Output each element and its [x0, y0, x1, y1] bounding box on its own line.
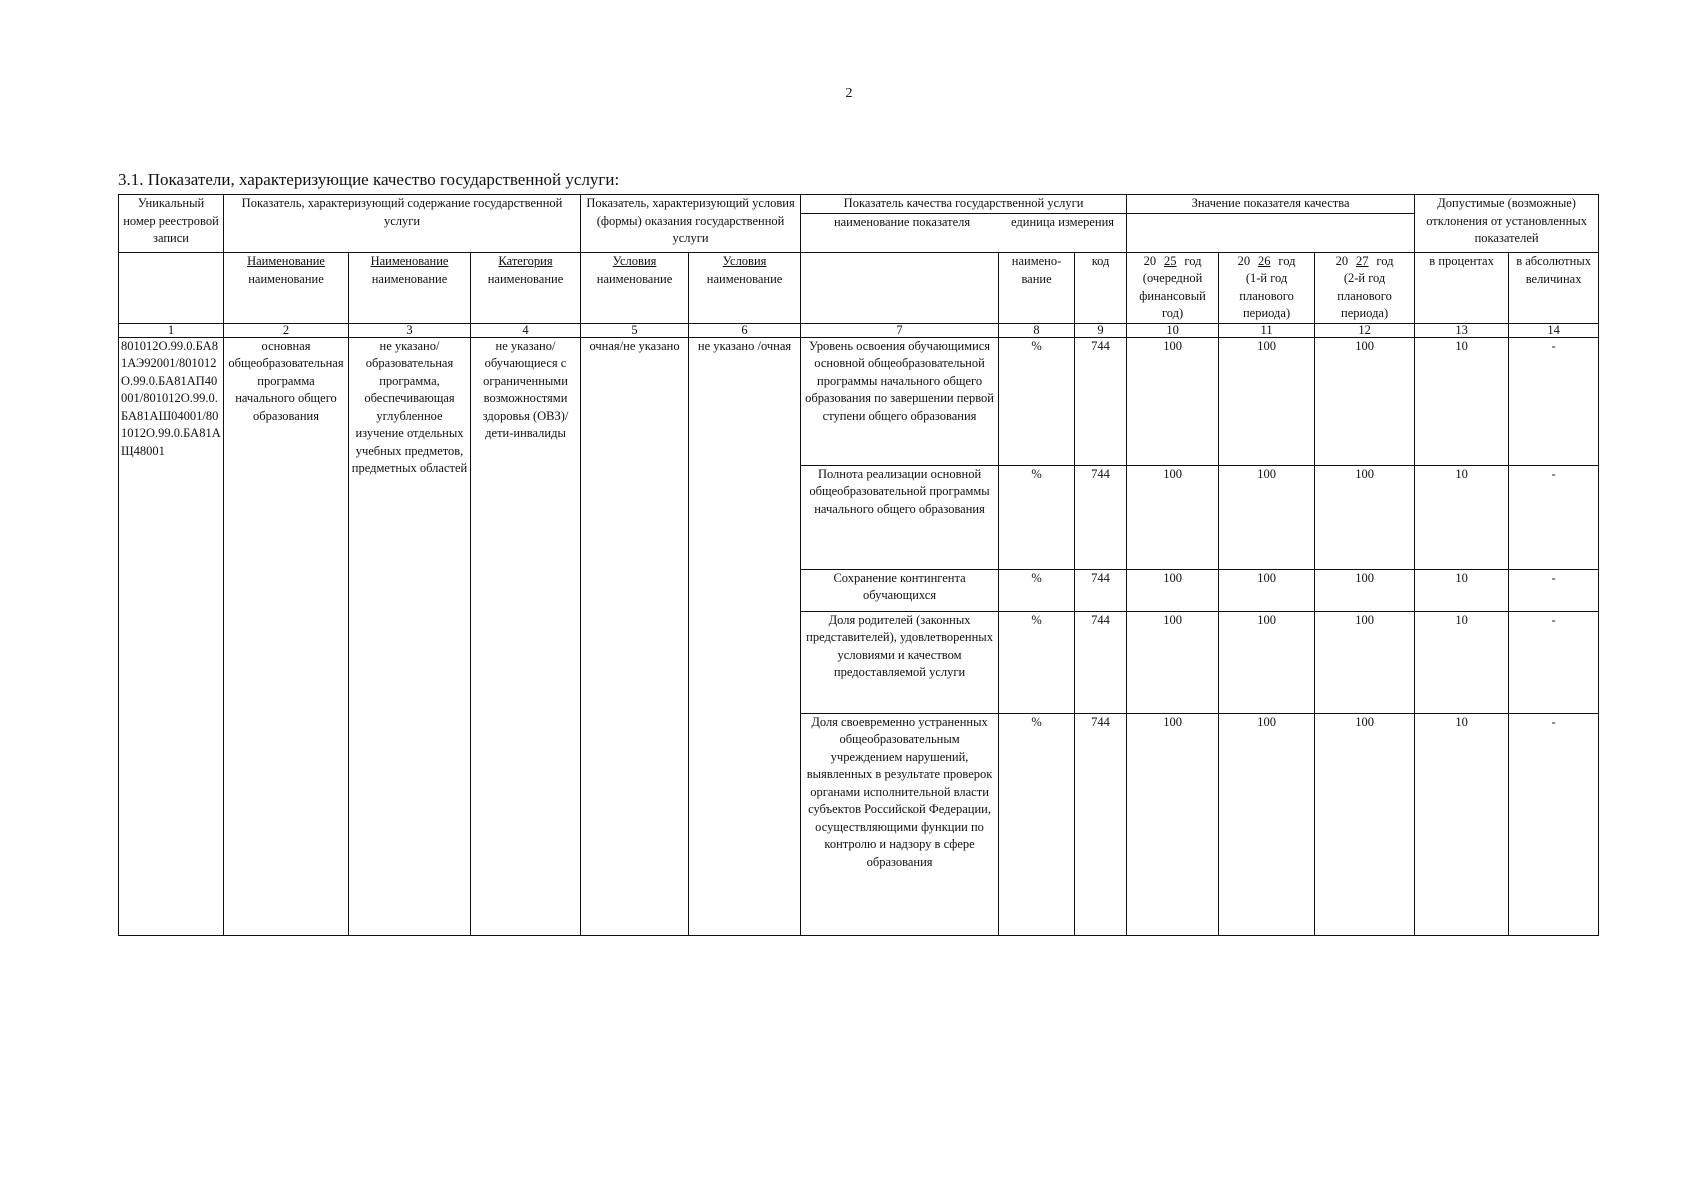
indicator-dev-absolute: -	[1509, 465, 1599, 569]
indicator-unit: %	[999, 337, 1075, 465]
indicator-value-2027: 100	[1315, 569, 1415, 611]
sub-col-5: Условия наименование	[689, 253, 801, 324]
indicator-value-2027: 100	[1315, 465, 1415, 569]
indicator-name: Доля своевременно устраненных общеобразовательным учреждением нарушений, выявленных в результате проверок органами исполнительной власти субъектов Российской Федерации, осуществляющими функции по контролю и надзору в сфере образования	[801, 713, 999, 935]
indicator-value-2026: 100	[1219, 465, 1315, 569]
column-number: 1	[119, 323, 224, 337]
header-unit-group: единица измерения	[1011, 214, 1115, 229]
header-dev-percent: в процентах	[1415, 253, 1509, 324]
column-number-row	[119, 323, 1599, 337]
header-unit-name: наимено-вание	[999, 253, 1075, 324]
column-number: 12	[1315, 323, 1415, 337]
column-number: 9	[1075, 323, 1127, 337]
header-content-group: Показатель, характеризующий содержание государственной услуги	[224, 195, 581, 253]
indicator-value-2026: 100	[1219, 337, 1315, 465]
header-indicator-name: наименование показателя	[833, 214, 971, 229]
header-dev-absolute: в абсолютных величинах	[1509, 253, 1599, 324]
indicator-name: Уровень освоения обучающимися основной общеобразовательной программы начального общего образования по завершении первой ступени общего образования	[801, 337, 999, 465]
column-number: 2	[224, 323, 349, 337]
page-number: 2	[845, 86, 853, 101]
indicator-unit: %	[999, 611, 1075, 713]
header-value-group	[1127, 195, 1415, 253]
condition2-cell: не указано /очная	[689, 337, 801, 935]
indicator-value-2026: 100	[1219, 569, 1315, 611]
focus-cell: не указано/образовательная программа, обеспечивающая углубленное изучение отдельных учебных предметов, предметных областей	[349, 337, 471, 935]
indicator-value-2025: 100	[1127, 713, 1219, 935]
indicator-value-2027: 100	[1315, 611, 1415, 713]
column-number: 8	[999, 323, 1075, 337]
header-registry-number: Уникальный номер реестровой записи	[119, 195, 224, 253]
registry-number-cell: 801012О.99.0.БА81АЭ92001/801012О.99.0.БА81АП40001/801012О.99.0.БА81АШ04001/801012О.99.0.БА81АЩ48001	[119, 337, 224, 935]
column-number: 13	[1415, 323, 1509, 337]
sub-col-2: Наименование наименование	[349, 253, 471, 324]
header-deviation-group: Допустимые (возможные) отклонения от установленных показателей	[1415, 195, 1599, 253]
header-conditions-group: Показатель, характеризующий условия (формы) оказания государственной услуги	[581, 195, 801, 253]
column-number: 14	[1509, 323, 1599, 337]
program-cell: основная общеобразовательная программа начального общего образования	[224, 337, 349, 935]
indicator-code: 744	[1075, 713, 1127, 935]
indicator-dev-absolute: -	[1509, 713, 1599, 935]
quality-indicators-table	[118, 194, 1599, 936]
indicator-value-2025: 100	[1127, 611, 1219, 713]
column-number: 3	[349, 323, 471, 337]
sub-col-4: Условия наименование	[581, 253, 689, 324]
indicator-dev-absolute: -	[1509, 611, 1599, 713]
header-year-1: 20 25 год (очередной финансовый год)	[1127, 253, 1219, 324]
registry-number-spacer	[119, 253, 224, 324]
indicator-name-spacer	[801, 253, 999, 324]
indicator-value-2025: 100	[1127, 465, 1219, 569]
header-year-2: 20 26 год (1-й год планового периода)	[1219, 253, 1315, 324]
header-year-3: 20 27 год (2-й год планового периода)	[1315, 253, 1415, 324]
column-number: 10	[1127, 323, 1219, 337]
column-number: 6	[689, 323, 801, 337]
indicator-unit: %	[999, 465, 1075, 569]
indicator-dev-absolute: -	[1509, 569, 1599, 611]
indicator-code: 744	[1075, 569, 1127, 611]
condition1-cell: очная/не указано	[581, 337, 689, 935]
indicator-unit: %	[999, 569, 1075, 611]
indicator-code: 744	[1075, 611, 1127, 713]
quality-group-title: Показатель качества государственной услуги	[801, 195, 1126, 214]
indicator-name: Сохранение контингента обучающихся	[801, 569, 999, 611]
indicator-dev-percent: 10	[1415, 465, 1509, 569]
header-unit-code: код	[1075, 253, 1127, 324]
indicator-dev-percent: 10	[1415, 337, 1509, 465]
category-cell: не указано/обучающиеся с ограниченными возможностями здоровья (ОВЗ)/дети-инвалиды	[471, 337, 581, 935]
indicator-code: 744	[1075, 465, 1127, 569]
indicator-value-2026: 100	[1219, 611, 1315, 713]
table-row	[119, 337, 1599, 465]
indicator-dev-percent: 10	[1415, 569, 1509, 611]
indicator-unit: %	[999, 713, 1075, 935]
value-group-title: Значение показателя качества	[1127, 195, 1414, 214]
indicator-name: Полнота реализации основной общеобразовательной программы начального общего образования	[801, 465, 999, 569]
indicator-dev-percent: 10	[1415, 611, 1509, 713]
column-number: 4	[471, 323, 581, 337]
indicator-value-2025: 100	[1127, 569, 1219, 611]
sub-col-3: Категория наименование	[471, 253, 581, 324]
indicator-value-2027: 100	[1315, 337, 1415, 465]
section-title: 3.1. Показатели, характеризующие качество государственной услуги:	[118, 170, 620, 189]
column-number: 11	[1219, 323, 1315, 337]
column-number: 7	[801, 323, 999, 337]
header-quality-group	[801, 195, 1127, 253]
indicator-dev-absolute: -	[1509, 337, 1599, 465]
indicator-value-2025: 100	[1127, 337, 1219, 465]
indicator-name: Доля родителей (законных представителей), удовлетворенных условиями и качеством предоставляемой услуги	[801, 611, 999, 713]
sub-col-1: Наименование наименование	[224, 253, 349, 324]
column-number: 5	[581, 323, 689, 337]
indicator-value-2026: 100	[1219, 713, 1315, 935]
indicator-code: 744	[1075, 337, 1127, 465]
indicator-value-2027: 100	[1315, 713, 1415, 935]
indicator-dev-percent: 10	[1415, 713, 1509, 935]
